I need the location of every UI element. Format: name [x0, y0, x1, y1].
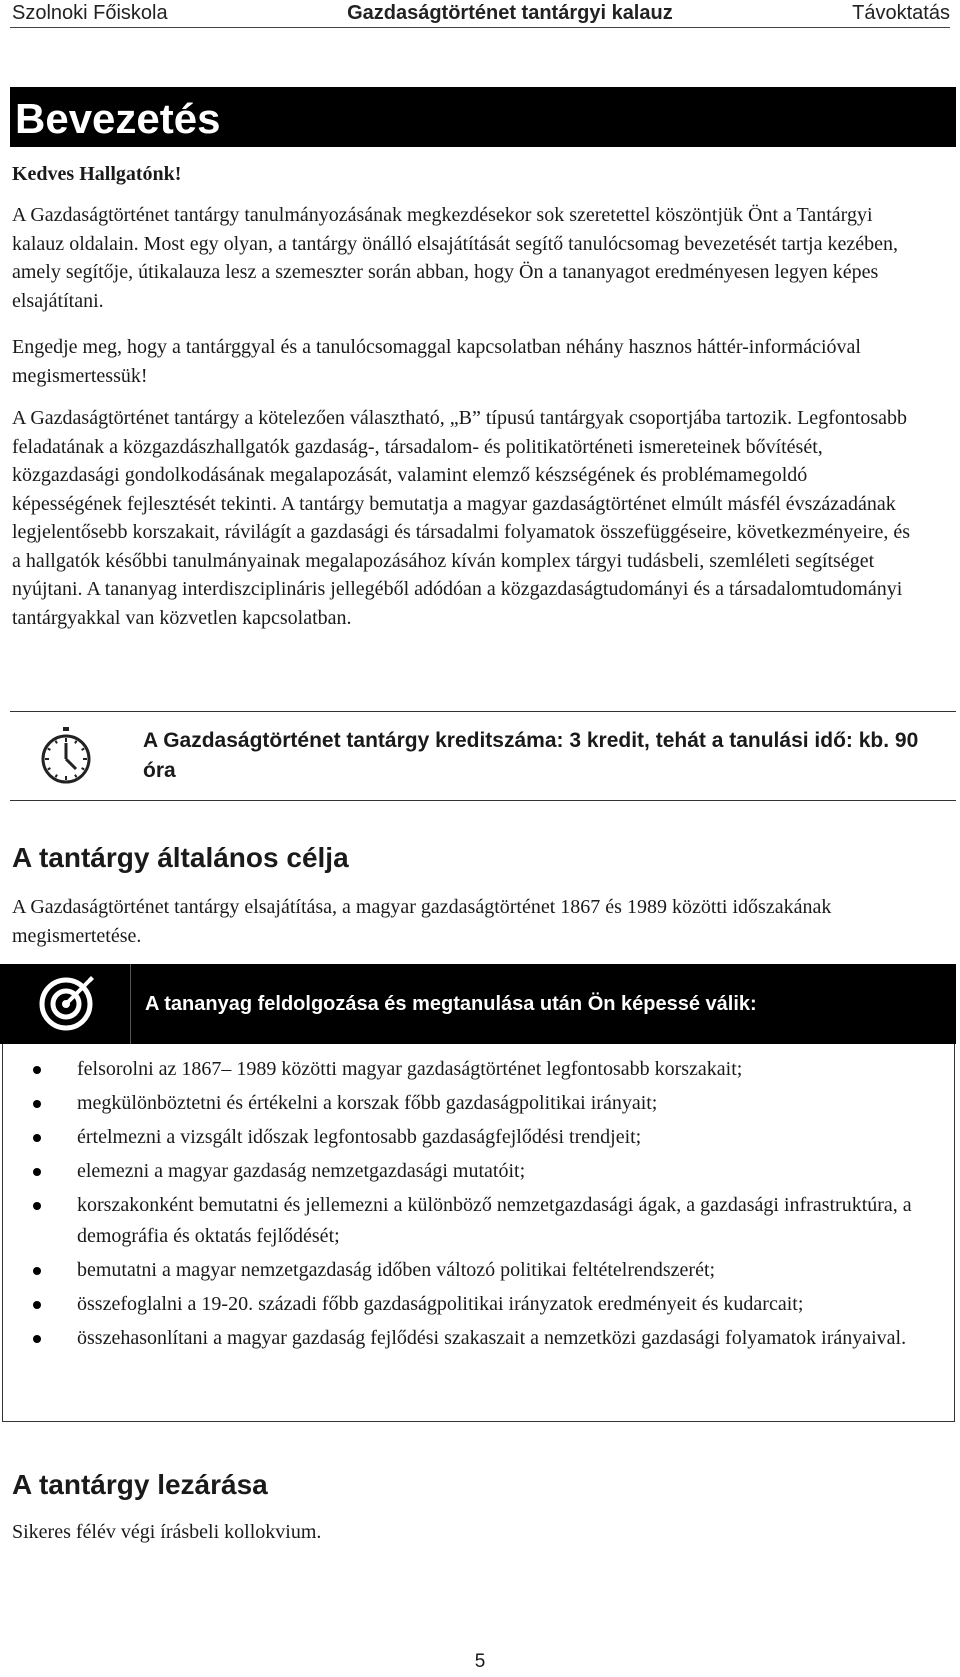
- list-item: értelmezni a vizsgált időszak legfontosabb gazdaságfejlődési trendjeit;: [3, 1122, 954, 1153]
- goal-text: A Gazdaságtörténet tantárgy elsajátítása, a magyar gazdaságtörténet 1867 és 1989 közötti időszakának megismertetése.: [12, 896, 832, 947]
- intro-paragraph: A Gazdaságtörténet tantárgy tanulmányozásának megkezdésekor sok szeretettel köszöntjük Önt a Tantárgyi kalauz oldalain. Most egy olyan, a tantárgy önálló elsajátítását segítő tanulócsomag bevezetését tartja kezében, amely segítője, útikalauza lesz a szemeszter során abban, hogy Ön a tananyagot eredményesen legyen képes elsajátítani.: [12, 204, 898, 312]
- target-icon: [36, 974, 96, 1034]
- clock-icon: [38, 725, 94, 785]
- list-item: felsorolni az 1867– 1989 közötti magyar gazdaságtörténet legfontosabb korszakait;: [3, 1054, 954, 1085]
- list-item: összehasonlítani a magyar gazdaság fejlődési szakaszait a nemzetközi gazdasági folyamatok irányaival.: [3, 1323, 954, 1354]
- objectives-list: [3, 1054, 954, 1357]
- header-title: Gazdaságtörténet tantárgyi kalauz: [347, 1, 673, 24]
- page-number: 5: [474, 1651, 486, 1672]
- description-paragraph: A Gazdaságtörténet tantárgy a kötelezően választható, „B” típusú tantárgyak csoportjába tartozik. Legfontosabb feladatának a közgazdászhallgatók gazdaság-, társadalom- és politikatörténeti ismereteinek bővítését, közgazdasági gondolkodásának megalapozását, valamint elemző készségének és problémamegoldó képességének fejlesztését tekinti. A tantárgy bemutatja a magyar gazdaságtörténet elmúlt másfél évszázadának legjelentősebb korszakait, rávilágít a gazdasági és társadalmi folyamatok összefüggéseire, következményeire, és a hallgatók későbbi tanulmányainak megalapozásához kíván komplex tárgyi tudásbeli, szemléleti segítséget nyújtani. A tananyag interdiszciplináris jellegéből adódóan a közgazdaságtudományi és a társadalomtudományi tantárgyakkal van közvetlen kapcsolatban.: [12, 407, 910, 629]
- greeting: Kedves Hallgatónk!: [12, 163, 182, 185]
- list-item: összefoglalni a 19-20. századi főbb gazdaságpolitikai irányzatok eredményeit és kudarcait;: [3, 1289, 954, 1320]
- objectives-header: [0, 964, 956, 1044]
- closing-text: Sikeres félév végi írásbeli kollokvium.: [12, 1521, 322, 1543]
- divider: [10, 800, 956, 801]
- list-item: korszakonként bemutatni és jellemezni a különböző nemzetgazdasági ágak, a gazdasági infrastruktúra, a demográfia és oktatás fejlődését;: [3, 1190, 954, 1252]
- list-item: megkülönböztetni és értékelni a korszak főbb gazdaságpolitikai irányait;: [3, 1088, 954, 1119]
- goal-heading: A tantárgy általános célja: [12, 842, 349, 873]
- objectives-icon-cell: [0, 964, 131, 1044]
- info-paragraph: Engedje meg, hogy a tantárggyal és a tanulócsomaggal kapcsolatban néhány hasznos háttér-információval megismertessük!: [12, 336, 861, 387]
- page-header: [12, 0, 950, 26]
- credit-info: A Gazdaságtörténet tantárgy kreditszáma: 3 kredit, tehát a tanulási idő: kb. 90 óra: [143, 729, 919, 782]
- header-divider: [10, 27, 950, 28]
- objectives-box: [2, 1044, 955, 1422]
- closing-heading: A tantárgy lezárása: [12, 1469, 268, 1500]
- list-item: elemezni a magyar gazdaság nemzetgazdasági mutatóit;: [3, 1156, 954, 1187]
- objectives-title: A tananyag feldolgozása és megtanulása után Ön képessé válik:: [145, 993, 757, 1015]
- divider: [10, 711, 956, 712]
- section-title: Bevezetés: [10, 87, 956, 147]
- list-item: bemutatni a magyar nemzetgazdaság időben változó politikai feltételrendszerét;: [3, 1255, 954, 1286]
- header-mode: Távoktatás: [852, 1, 950, 24]
- header-institution: Szolnoki Főiskola: [12, 1, 168, 24]
